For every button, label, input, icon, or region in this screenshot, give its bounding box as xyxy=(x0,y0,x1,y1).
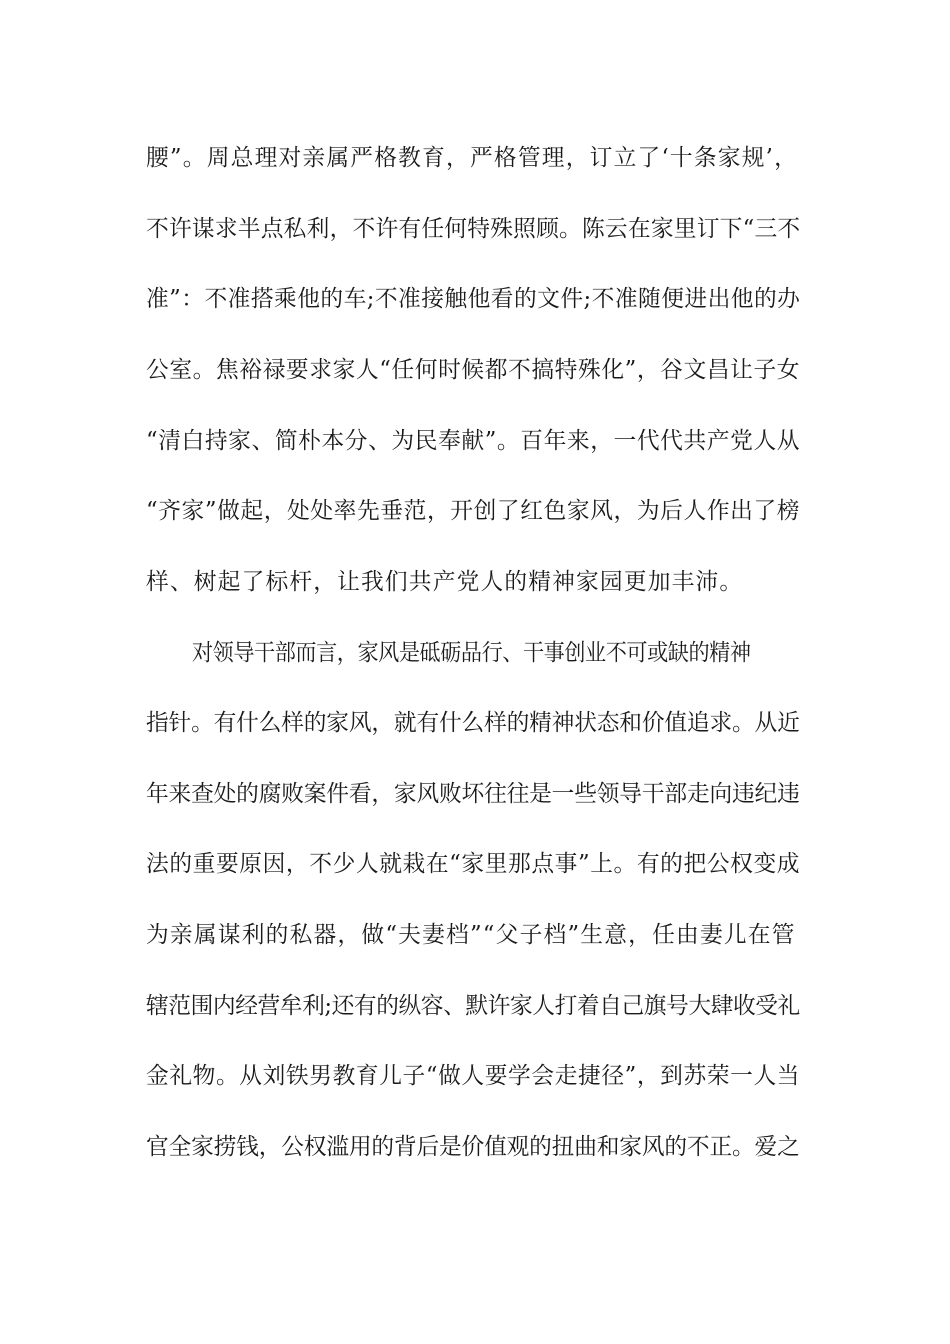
text-line-4: 公室。焦裕禄要求家人“任何时候都不搞特殊化”，谷文昌让子女 xyxy=(146,357,801,383)
text-line-6: “齐家”做起，处处率先垂范，开创了红色家风，为后人作出了榜 xyxy=(146,498,801,524)
text-line-10: 年来查处的腐败案件看，家风败坏往往是一些领导干部走向违纪违 xyxy=(146,781,800,807)
text-line-13: 辖范围内经营牟利;还有的纵容、默许家人打着自己旗号大肆收受礼 xyxy=(146,993,800,1019)
text-line-9: 指针。有什么样的家风，就有什么样的精神状态和价值追求。从近 xyxy=(146,710,800,736)
text-line-3: 准”：不准搭乘他的车;不准接触他看的文件;不准随便进出他的办 xyxy=(146,286,801,312)
text-line-2: 不许谋求半点私利，不许有任何特殊照顾。陈云在家里订下“三不 xyxy=(146,216,801,242)
text-line-8: 对领导干部而言，家风是砥砺品行、干事创业不可或缺的精神 xyxy=(192,640,751,666)
text-line-5: “清白持家、简朴本分、为民奉献”。百年来，一代代共产党人从 xyxy=(146,428,801,454)
text-line-7: 样、树起了标杆，让我们共产党人的精神家园更加丰沛。 xyxy=(146,569,744,595)
text-line-14: 金礼物。从刘铁男教育儿子“做人要学会走捷径”，到苏荣一人当 xyxy=(146,1063,801,1089)
text-line-1: 腰”。周总理对亲属严格教育，严格管理，订立了‘十条家规’， xyxy=(146,145,799,171)
text-line-12: 为亲属谋利的私器，做“夫妻档”“父子档”生意，任由妻儿在管 xyxy=(146,922,796,948)
text-line-15: 官全家捞钱，公权滥用的背后是价值观的扭曲和家风的不正。爱之 xyxy=(146,1134,800,1160)
text-line-11: 法的重要原因，不少人就栽在“家里那点事”上。有的把公权变成 xyxy=(146,851,801,877)
